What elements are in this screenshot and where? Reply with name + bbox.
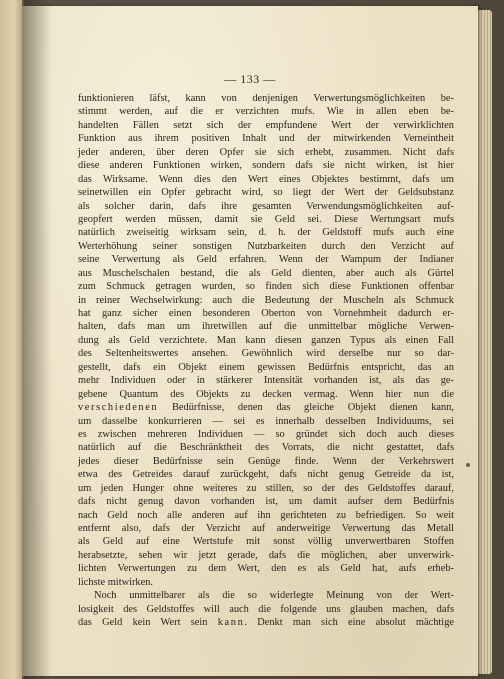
page-text: [78, 92, 454, 630]
text-line: nach Geld noch alle anderen auf ihn gerichteten zu befriedigen. So weit: [78, 509, 454, 521]
text-line: etwa des Getreides darauf zurückgeht, dafs nicht genug Getreide da ist,: [78, 469, 454, 481]
text-line: das Wirksame. Wenn dies den Wert eines Objektes bestimmt, dafs um: [78, 173, 454, 185]
emphasized-word: kann: [217, 617, 245, 629]
text-line: zum Schmuck getragen wurden, so finden sich diese Funktionen offenbar: [78, 281, 454, 293]
text-segment: das Geld kein Wert sein: [78, 617, 218, 629]
margin-mark: [466, 463, 470, 467]
text-line: funktionieren läfst, kann von denjenigen Verwertungsmöglichkeiten be-: [78, 93, 454, 104]
text-line: mehr Individuen oder in stärkerer Intensität vorhanden ist, als das ge-: [78, 375, 454, 387]
text-line: losigkeit des Geldstoffes will auch die folgende uns glauben machen, dafs: [78, 603, 454, 615]
text-line: [78, 401, 454, 414]
text-line: hat ganz sicher einen besonderen Oberton von Vornehmheit dadurch er-: [78, 308, 454, 319]
text-line: als Geld auf eine Wertstufe mit sonst völlig unverwertbaren Stoffen: [78, 536, 454, 548]
text-line: natürlich zweiseitig wirksam sein, d. h. der Geldstoff mufs auch eine: [78, 227, 454, 239]
text-line: jedes dieser Bedürfnisse sein Genüge finde. Wenn der Verkehrswert: [78, 455, 454, 467]
text-line: als solcher darin, dafs ihre gesamten Verwendungsmöglichkeiten auf-: [78, 200, 454, 212]
page-stack-edge: [476, 10, 492, 674]
text-line: um jeden Hunger ohne weiteres zu stillen, so der des Geldstoffes darauf,: [78, 482, 454, 494]
book-page: [22, 6, 478, 676]
text-line: halten, dafs man um ihretwillen auf die unmittelbar mögliche Verwen-: [78, 321, 454, 333]
text-line: gebene Quantum des Objekts zu decken vermag. Wenn hier nun die: [78, 388, 454, 400]
text-line: seinetwillen ein Opfer gebracht wird, so liegt der Wert der Geldsubstanz: [78, 187, 454, 199]
text-line: Noch unmittelbarer als die so widerlegte Meinung von der Wert-: [94, 590, 454, 602]
text-line: lichten Verwertungen zu dem Wert, den es als Geld hat, aufs erheb-: [78, 563, 454, 575]
text-line: handelten Fällen setzt sich der empfundene Wert der verwirklichten: [78, 119, 454, 131]
text-line: jeder anderen, über deren Opfer sie sich erhebt, zusammen. Nicht dafs: [78, 146, 454, 158]
text-line: [78, 616, 454, 629]
text-line: seine Verwertung als Geld erfahren. Wenn der Wampum der Indianer: [78, 254, 454, 266]
text-line: dafs nicht genug davon vorhanden ist, um damit aufser dem Bedürfnis: [78, 496, 454, 508]
text-line: um dasselbe konkurrieren — sei es innerhalb desselben Individuums, sei: [78, 415, 454, 427]
text-line: diese anderen Funktionen wirken, sondern dafs sie nicht wirken, ist hier: [78, 160, 454, 172]
text-line: Funktion aus ihrem positiven Inhalt und der mitwirkenden Verneintheit: [78, 133, 454, 145]
text-line: Werterhöhung seiner sonstigen Nutzbarkeiten durch den Verzicht auf: [78, 240, 454, 252]
text-line: in reiner Wechselwirkung: auch die Bedeutung der Muscheln als Schmuck: [78, 294, 454, 306]
text-segment: Bedürfnisse, denen das gleiche Objekt dienen kann,: [158, 402, 454, 414]
text-segment: . Denkt man sich eine absolut mächtige: [244, 617, 454, 629]
text-line: des Seltenheitswertes ansehen. Gewöhnlich wird derselbe nur so dar-: [78, 348, 454, 360]
text-line: lichste mitwirken.: [78, 576, 154, 588]
page-number: — 133 —: [224, 72, 276, 86]
emphasized-word: verschiedenen: [78, 402, 159, 414]
text-line: entfernt also, dafs der Verzicht auf anderweitige Verwertung das Metall: [78, 523, 454, 534]
left-page-edge: [0, 0, 24, 679]
text-line: es zwischen mehreren Individuen — so gründet sich doch auch dieses: [78, 428, 454, 440]
text-line: gestellt, dafs ein Objekt einem gewissen Bedürfnis entspricht, das an: [78, 361, 454, 373]
text-line: dung als Geld verzichtete. Man kann diesen ganzen Typus als einen Fall: [78, 334, 454, 346]
text-line: natürlich auf die Beschränktheit des Vorrats, die nicht gestattet, dafs: [78, 442, 454, 454]
text-line: aus Muschelschalen bestand, die als Geld dienten, aber auch als Gürtel: [78, 267, 454, 279]
text-line: herabsetzte, sehen wir jetzt gerade, dafs die möglichen, aber unverwirk-: [78, 549, 454, 561]
text-line: geopfert werden müssen, damit sie Geld sei. Diese Wertungsart mufs: [78, 213, 454, 225]
text-line: stimmt werden, auf die er verzichten mufs. Wie in allen eben be-: [78, 106, 454, 118]
